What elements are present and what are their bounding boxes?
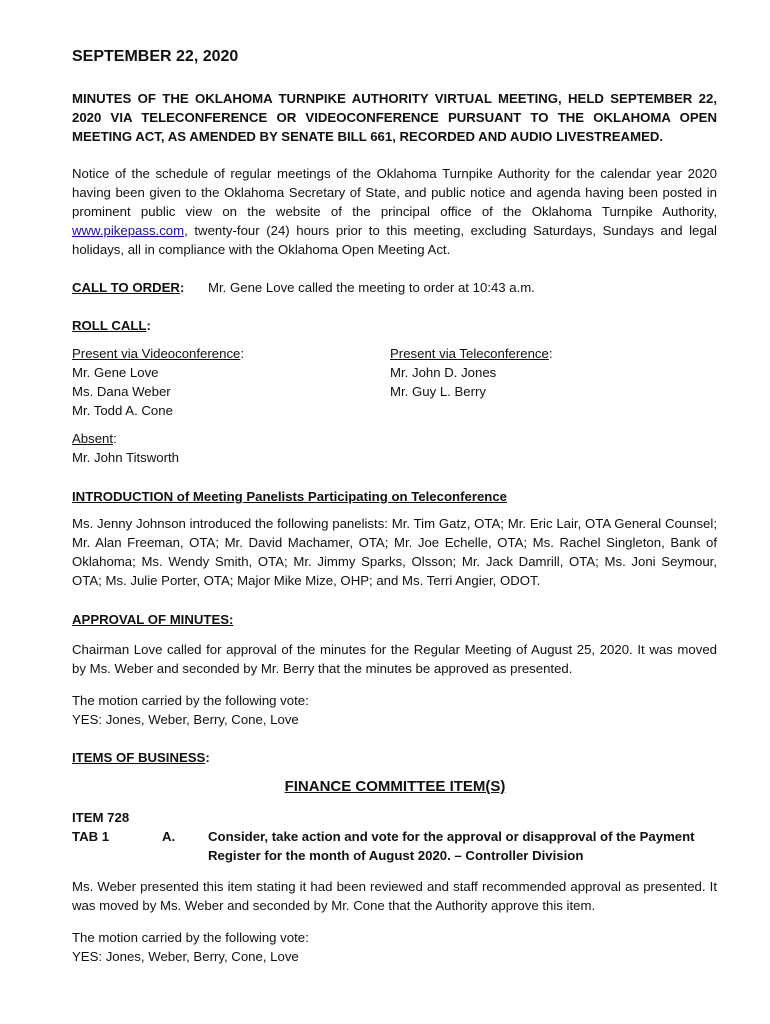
tele-member: Mr. Guy L. Berry [390,384,486,399]
absent-member: Mr. John Titsworth [72,450,179,465]
video-label: Present via Videoconference: [72,346,245,361]
item-letter: A. [162,829,176,844]
absent-attendees [72,429,179,467]
notice-paragraph [72,164,717,259]
minutes-title: MINUTES OF THE OKLAHOMA TURNPIKE AUTHORITY VIRTUAL MEETING, HELD SEPTEMBER 22, 2020 VIA TELECONFERENCE OR VIDEOCONFERENCE PURSUANT TO THE OKLAHOMA OPEN MEETING ACT, AS AMENDED BY SENATE BILL 661, RECORDED AND AUDIO LIVESTREAMED. [72,91,717,144]
notice-text-before-link: Notice of the schedule of regular meetings of the Oklahoma Turnpike Authority for the calendar year 2020 having been given to the Oklahoma Secretary of State, and public notice and agenda having been posted in prominent public view on the website of the principal office of the Oklahoma Turnpike Authority, [72,166,717,219]
roll-call-label: ROLL CALL: [72,318,151,333]
tele-attendees [390,344,553,401]
call-to-order-text: Mr. Gene Love called the meeting to order at 10:43 a.m. [208,280,535,295]
notice-text-after-link: , twenty-four (24) hours prior to this meeting, excluding Saturdays, Sundays and legal holidays, all in compliance with the Oklahoma Open Meeting Act. [72,223,717,257]
item-description: Consider, take action and vote for the approval or disapproval of the Payment Register for the month of August 2020. – Controller Division [208,829,695,863]
approval-vote [72,691,309,729]
introduction-text: Ms. Jenny Johnson introduced the following panelists: Mr. Tim Gatz, OTA; Mr. Eric Lair, OTA General Counsel; Mr. Alan Freeman, OTA; Mr. David Machamer, OTA; Mr. Joe Echelle, OTA; Ms. Rachel Singleton, Bank of Oklahoma; Ms. Wendy Smith, OTA; Mr. Jimmy Sparks, Olsson; Mr. Jack Damrill, OTA; Ms. Joni Seymour, OTA; Ms. Julie Porter, OTA; Major Mike Mize, OHP; and Ms. Terri Angier, ODOT. [72,516,717,588]
vote-result: YES: Jones, Weber, Berry, Cone, Love [72,712,299,727]
tele-member: Mr. John D. Jones [390,365,497,380]
item-728-text: Ms. Weber presented this item stating it had been reviewed and staff recommended approval as presented. It was moved by Ms. Weber and seconded by Mr. Cone that the Authority approve this item. [72,879,717,913]
date-heading: SEPTEMBER 22, 2020 [72,48,239,65]
tele-label: Present via Teleconference: [390,346,553,361]
tab-1-label: TAB 1 [72,829,110,844]
absent-label: Absent: [72,431,117,446]
pikepass-link[interactable]: www.pikepass.com [72,223,185,238]
video-member: Mr. Gene Love [72,365,159,380]
video-member: Mr. Todd A. Cone [72,403,173,418]
introduction-heading: INTRODUCTION of Meeting Panelists Participating on Teleconference [72,489,508,504]
vote-result: YES: Jones, Weber, Berry, Cone, Love [72,949,299,964]
item-728-vote [72,928,309,966]
approval-text: Chairman Love called for approval of the minutes for the Regular Meeting of August 25, 2020. It was moved by Ms. Weber and seconded by Mr. Berry that the minutes be approved as presented. [72,642,717,676]
vote-intro: The motion carried by the following vote: [72,693,309,708]
item-728-label: ITEM 728 [72,810,130,825]
vote-intro: The motion carried by the following vote: [72,930,309,945]
items-of-business-label: ITEMS OF BUSINESS: [72,750,210,765]
finance-committee-heading: FINANCE COMMITTEE ITEM(S) [284,778,506,795]
approval-heading: APPROVAL OF MINUTES: [72,612,234,627]
video-member: Ms. Dana Weber [72,384,171,399]
video-attendees [72,344,244,420]
call-to-order-label: CALL TO ORDER: [72,280,185,295]
